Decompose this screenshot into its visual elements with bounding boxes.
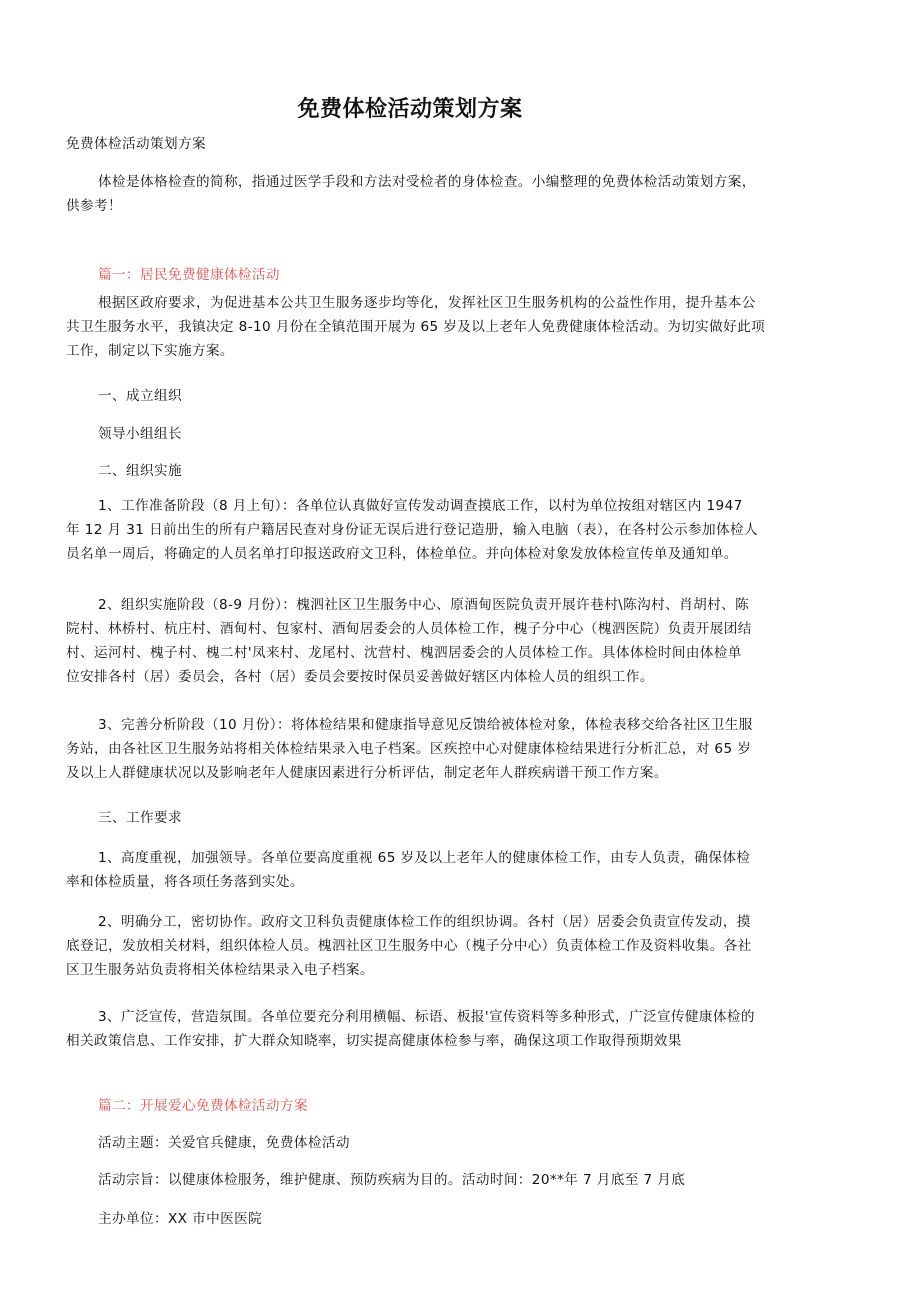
paragraph-line: 村、运河村、槐子村、槐二村'凤来村、龙尾村、沈营村、槐泗居委会的人员体检工作。具体体检时间由体检单 xyxy=(66,645,742,661)
intro-paragraph xyxy=(66,170,788,218)
paragraph-line: 及以上人群健康状况以及影响老年人健康因素进行分析评估，制定老年人群疾病谱干预工作方案。 xyxy=(66,765,668,781)
paragraph-line: 共卫生服务水平，我镇决定 8-10 月份在全镇范围开展为 65 岁及以上老年人免费健康体检活动。为切实做好此项 xyxy=(66,319,766,335)
paragraph-line: 务站，由各社区卫生服务站将相关体检结果录入电子档案。区疾控中心对健康体检结果进行分析汇总，对 65 岁 xyxy=(66,741,752,757)
activity-host: 主办单位：XX 市中医医院 xyxy=(98,1211,263,1227)
paragraph-line: 相关政策信息、工作安排，扩大群众知晓率，切实提高健康体检参与率，确保这项工作取得预期效果 xyxy=(66,1033,682,1049)
paragraph-line: 区卫生服务站负责将相关体检结果录入电子档案。 xyxy=(66,962,374,978)
requirement-1-paragraph xyxy=(66,846,788,894)
step-3-paragraph xyxy=(66,713,788,785)
paragraph-line: 率和体检质量，将各项任务落到实处。 xyxy=(66,874,304,890)
activity-theme: 活动主题：关爱官兵健康，免费体检活动 xyxy=(98,1135,350,1151)
section-heading-1: 一、成立组织 xyxy=(98,388,182,404)
paragraph-line: 3、广泛宣传，营造氛围。各单位要充分利用横幅、标语、板报'宣传资料等多种形式，广泛宣传健康体检的 xyxy=(98,1009,755,1025)
intro-line: 体检是体格检查的简称，指通过医学手段和方法对受检者的身体检查。小编整理的免费体检活动策划方案， xyxy=(98,174,756,190)
paragraph-line: 3、完善分析阶段（10 月份）：将体检结果和健康指导意见反馈给被体检对象，体检表移交给各社区卫生服 xyxy=(98,717,753,733)
paragraph-line: 1、高度重视，加强领导。各单位要高度重视 65 岁及以上老年人的健康体检工作，由专人负责，确保体检 xyxy=(98,850,751,866)
paragraph-line: 2、明确分工，密切协作。政府文卫科负责健康体检工作的组织协调。各村（居）居委会负责宣传发动，摸 xyxy=(98,914,751,930)
section-1-item: 领导小组组长 xyxy=(98,426,182,442)
paragraph-line: 位安排各村（居）委员会，各村（居）委员会要按时保员妥善做好辖区内体检人员的组织工作。 xyxy=(66,669,654,685)
requirement-3-paragraph xyxy=(66,1005,788,1053)
step-1-paragraph xyxy=(66,494,788,566)
document-title: 免费体检活动策划方案 xyxy=(297,97,523,122)
activity-purpose: 活动宗旨：以健康体检服务，维护健康、预防疾病为目的。活动时间：20**年 7 月底至 7 月底 xyxy=(98,1172,686,1188)
paragraph-line: 员名单一周后，将确定的人员名单打印报送政府文卫科，体检单位。并向体检对象发放体检宣传单及通知单。 xyxy=(66,546,738,562)
paragraph-line: 工作，制定以下实施方案。 xyxy=(66,343,234,359)
paragraph-line: 2、组织实施阶段（8-9 月份）：槐泗社区卫生服务中心、原酒甸医院负责开展许巷村\陈沟村、肖胡村、陈 xyxy=(98,597,750,613)
part1-heading: 篇一：居民免费健康体检活动 xyxy=(98,267,280,283)
section-heading-3: 三、工作要求 xyxy=(98,810,182,826)
document-subtitle: 免费体检活动策划方案 xyxy=(66,136,206,152)
intro-line: 供参考！ xyxy=(66,198,122,214)
part1-lead-paragraph xyxy=(66,291,788,363)
paragraph-line: 院村、林桥村、杭庄村、酒甸村、包家村、酒甸居委会的人员体检工作，槐子分中心（槐泗医院）负责开展团结 xyxy=(66,621,752,637)
step-2-paragraph xyxy=(66,593,788,689)
paragraph-line: 根据区政府要求，为促进基本公共卫生服务逐步均等化，发挥社区卫生服务机构的公益性作用，提升基本公 xyxy=(98,295,756,311)
section-heading-2: 二、组织实施 xyxy=(98,463,182,479)
paragraph-line: 年 12 月 31 日前出生的所有户籍居民查对身份证无误后进行登记造册，输入电脑（表），在各村公示参加体检人 xyxy=(66,522,758,538)
paragraph-line: 1、工作准备阶段（8 月上旬）：各单位认真做好宣传发动调查摸底工作，以村为单位按组对辖区内 1947 xyxy=(98,498,743,514)
requirement-2-paragraph xyxy=(66,910,788,982)
part2-heading: 篇二：开展爱心免费体检活动方案 xyxy=(98,1098,308,1114)
paragraph-line: 底登记，发放相关材料，组织体检人员。槐泗社区卫生服务中心（槐子分中心）负责体检工作及资料收集。各社 xyxy=(66,938,752,954)
